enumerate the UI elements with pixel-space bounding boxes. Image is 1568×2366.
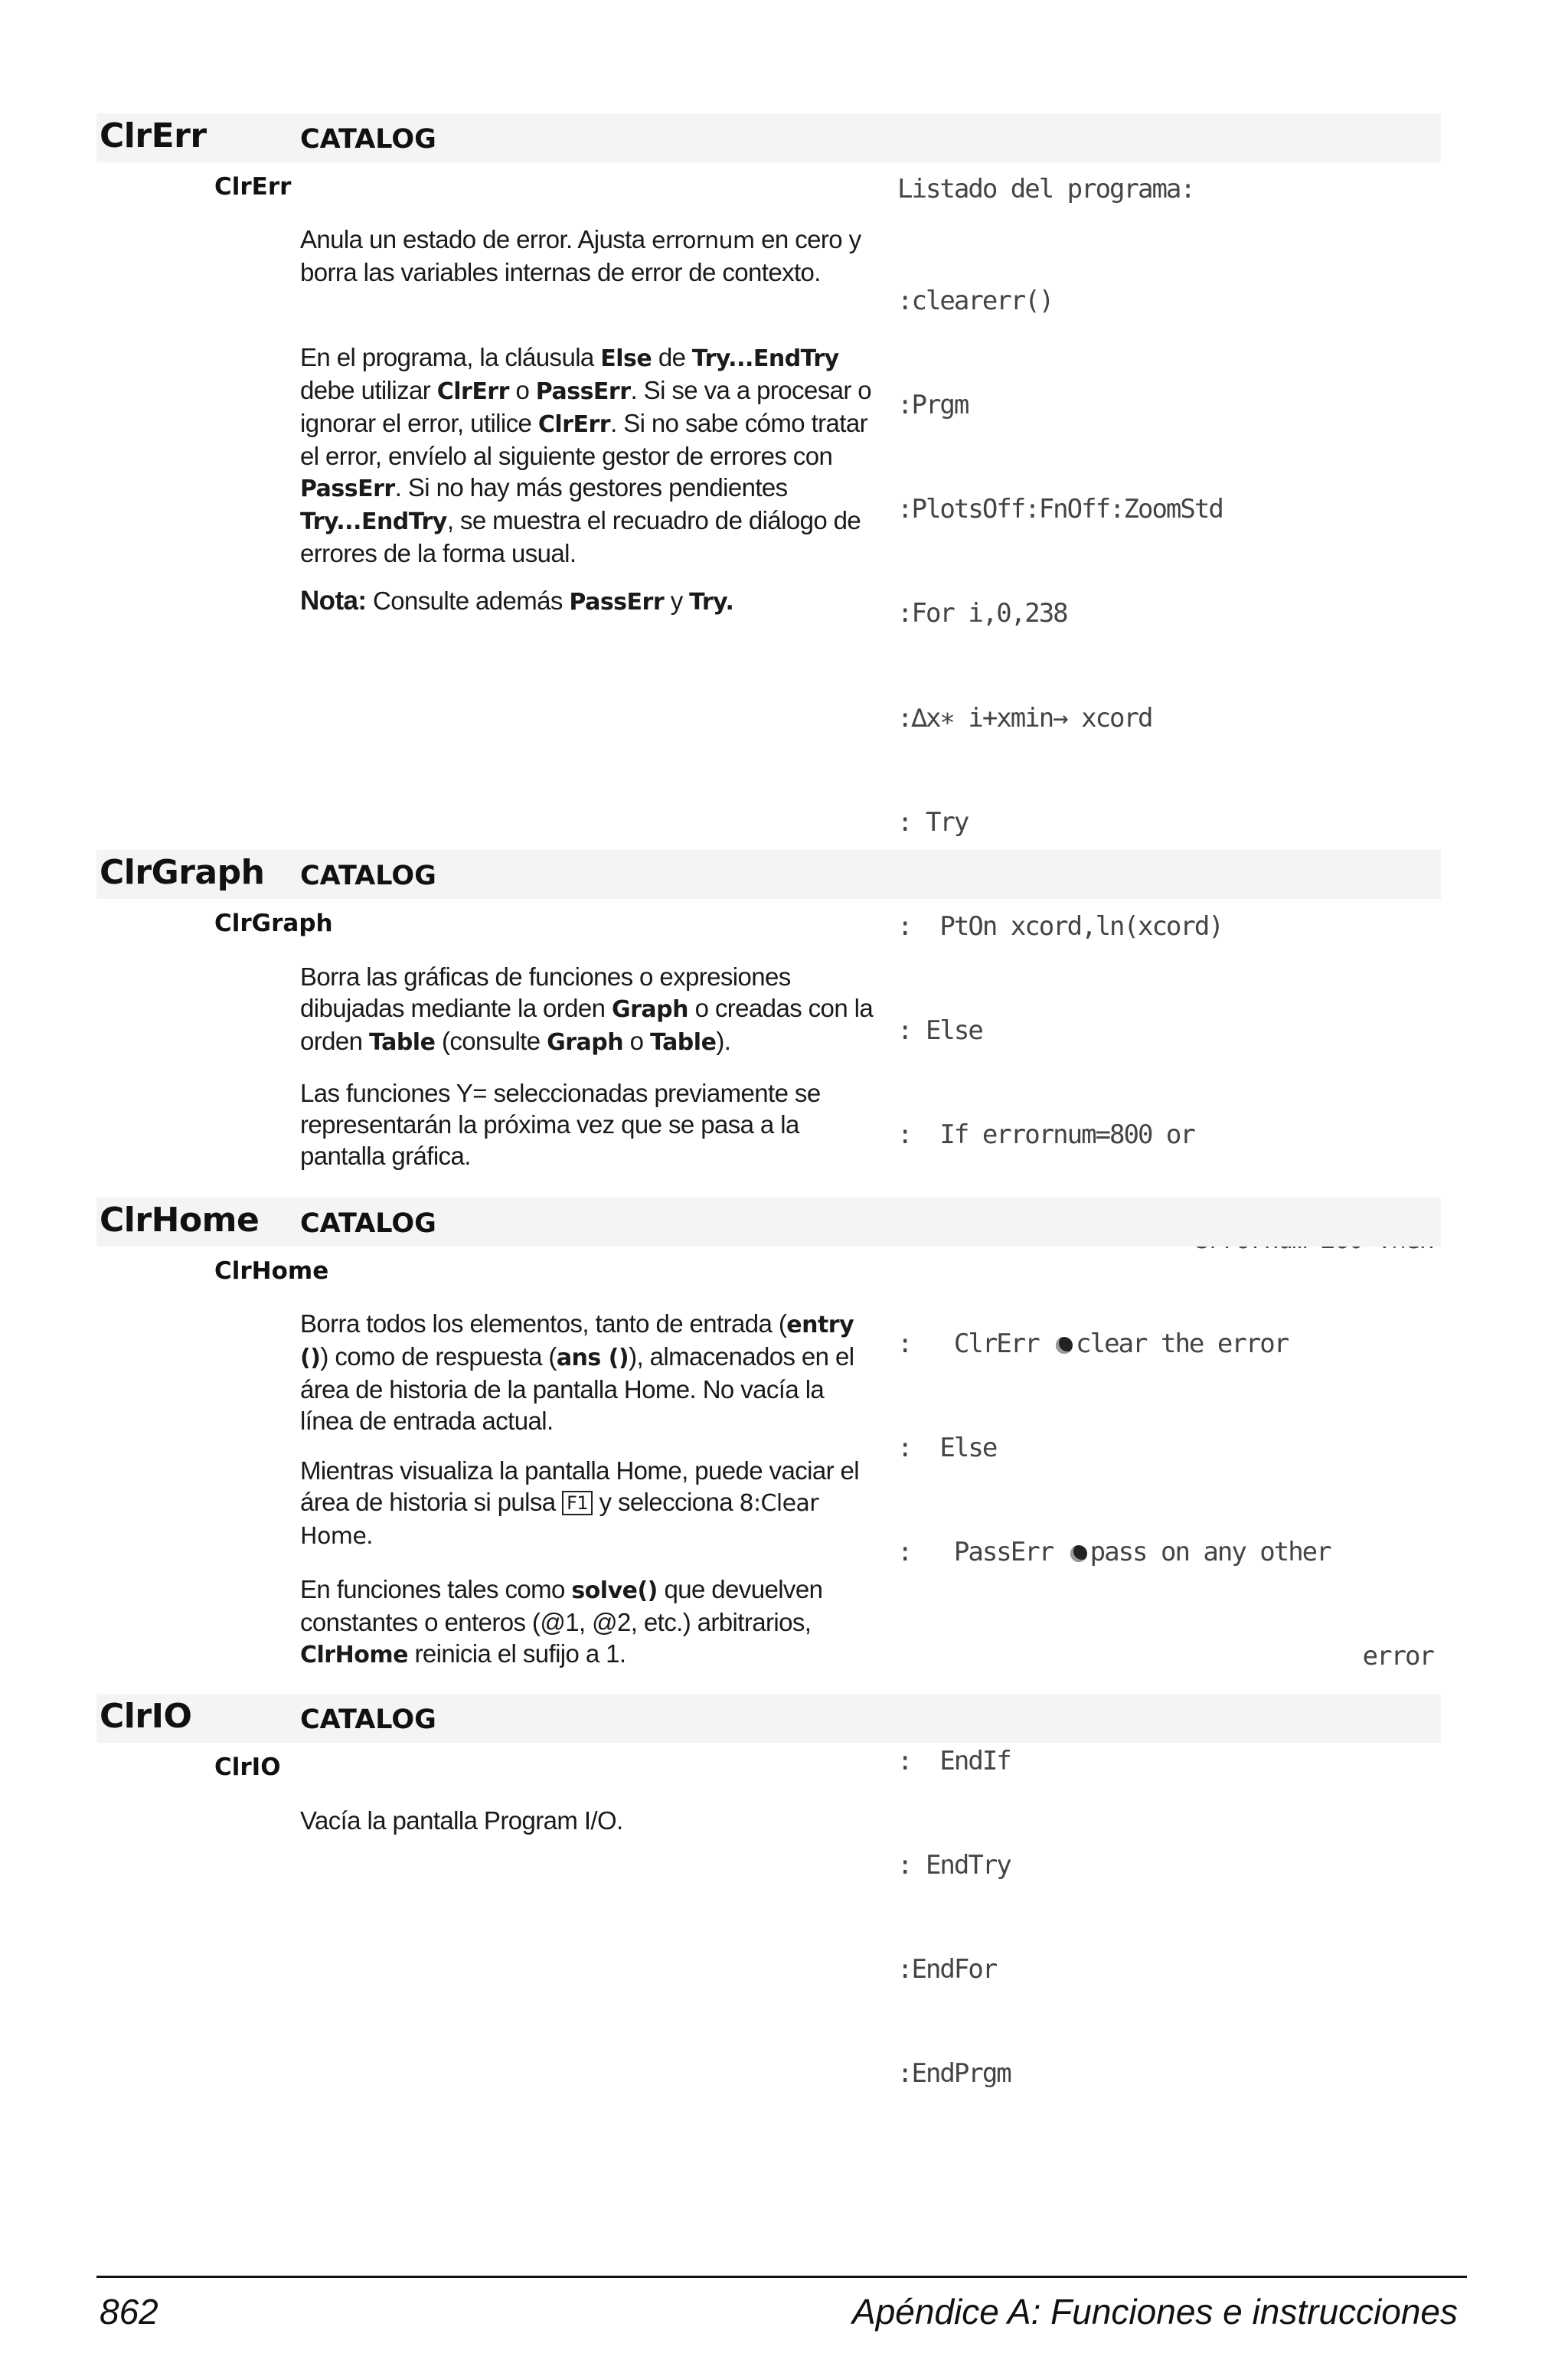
entry-title-clrio: ClrIO <box>100 1697 192 1736</box>
code-line: error <box>1362 1641 1433 1672</box>
catalog-label-clrhome: CATALOG <box>300 1208 436 1239</box>
entry-header-bar-clrio <box>96 1694 1441 1743</box>
program-listing <box>897 214 1433 2126</box>
code-line: : Try <box>897 806 969 838</box>
code-line: : Else <box>897 1433 997 1464</box>
comment-symbol-icon <box>1070 1545 1087 1562</box>
description-clrerr-2: En el programa, la cláusula Else de Try...EndTry debe utilizar ClrErr o PassErr. Si se va a procesar o ignorar el error, utilice ClrErr. Si no sabe cómo tratar el error, envíelo al siguiente gestor de errores con PassErr. Si no hay más gestores pendientes Try...EndTry, se muestra el recuadro de diálogo de errores de la forma usual. <box>300 343 872 567</box>
entry-header-bar-clrerr <box>96 113 1441 162</box>
program-listing-title: Listado del programa: <box>897 174 1194 204</box>
note-clrerr: Nota: Consulte además PassErr y Try. <box>300 586 734 616</box>
entry-title-clrerr: ClrErr <box>100 116 207 155</box>
catalog-label-clrerr: CATALOG <box>300 124 436 155</box>
description-clrgraph-1: Borra las gráficas de funciones o expresiones dibujadas mediante la orden Graph o creadas con la orden Table (consulte Graph o Table). <box>300 962 874 1056</box>
page-number: 862 <box>100 2292 158 2332</box>
entry-header-bar-clrgraph <box>96 850 1441 899</box>
catalog-label-clrio: CATALOG <box>300 1704 436 1735</box>
code-line: : PtOn xcord,ln(xcord) <box>897 911 1223 943</box>
footer-rule <box>96 2276 1467 2278</box>
code-line: : EndTry <box>897 1849 1011 1881</box>
entry-title-clrhome: ClrHome <box>100 1201 260 1240</box>
description-clrerr-1: Anula un estado de error. Ajusta errornum en cero y borra las variables internas de error de contexto. <box>300 225 861 286</box>
syntax-clrhome: ClrHome <box>214 1257 329 1285</box>
syntax-clrerr: ClrErr <box>214 173 292 201</box>
code-line: : EndIf <box>897 1745 1011 1776</box>
syntax-clrgraph: ClrGraph <box>214 910 333 937</box>
f1-key-icon: F1 <box>562 1491 593 1515</box>
chapter-title: Apéndice A: Funciones e instrucciones <box>852 2292 1458 2332</box>
syntax-clrio: ClrIO <box>214 1753 281 1781</box>
description-clrhome-1: Borra todos los elementos, tanto de entrada (entry ()) como de respuesta (ans ()), almacenados en el área de historia de la pantalla Home. No vacía la línea de entrada actual. <box>300 1309 854 1435</box>
catalog-label-clrgraph: CATALOG <box>300 861 436 891</box>
entry-header-bar-clrhome <box>96 1198 1441 1247</box>
code-line: : PassErr pass on any other <box>897 1537 1331 1568</box>
comment-symbol-icon <box>1056 1337 1073 1354</box>
description-clrhome-2: Mientras visualiza la pantalla Home, puede vaciar el área de historia si pulsa F1 y selecciona 8:Clear Home. <box>300 1456 860 1550</box>
description-clrio-1: Vacía la pantalla Program I/O. <box>300 1806 623 1835</box>
code-line: :Prgm <box>897 390 969 421</box>
entry-title-clrgraph: ClrGraph <box>100 853 265 892</box>
code-line: :PlotsOff:FnOff:ZoomStd <box>897 494 1223 525</box>
code-line: :For i,0,238 <box>897 598 1067 629</box>
description-clrgraph-2: Las funciones Y= seleccionadas previamente se representarán la próxima vez que se pasa a la pantalla gráfica. <box>300 1079 821 1170</box>
code-line: :∆x∗ i+xmin→ xcord <box>897 702 1152 734</box>
code-line: :EndFor <box>897 1954 997 1985</box>
code-line: : If errornum=800 or <box>897 1119 1194 1151</box>
code-line: :clearerr() <box>897 285 1054 316</box>
code-line: : Else <box>897 1015 982 1047</box>
code-line: : ClrErr clear the error <box>897 1328 1289 1359</box>
code-line: :EndPrgm <box>897 2058 1011 2090</box>
description-clrhome-3: En funciones tales como solve() que devuelven constantes o enteros (@1, @2, etc.) arbitrarios, ClrHome reinicia el sufijo a 1. <box>300 1575 823 1668</box>
